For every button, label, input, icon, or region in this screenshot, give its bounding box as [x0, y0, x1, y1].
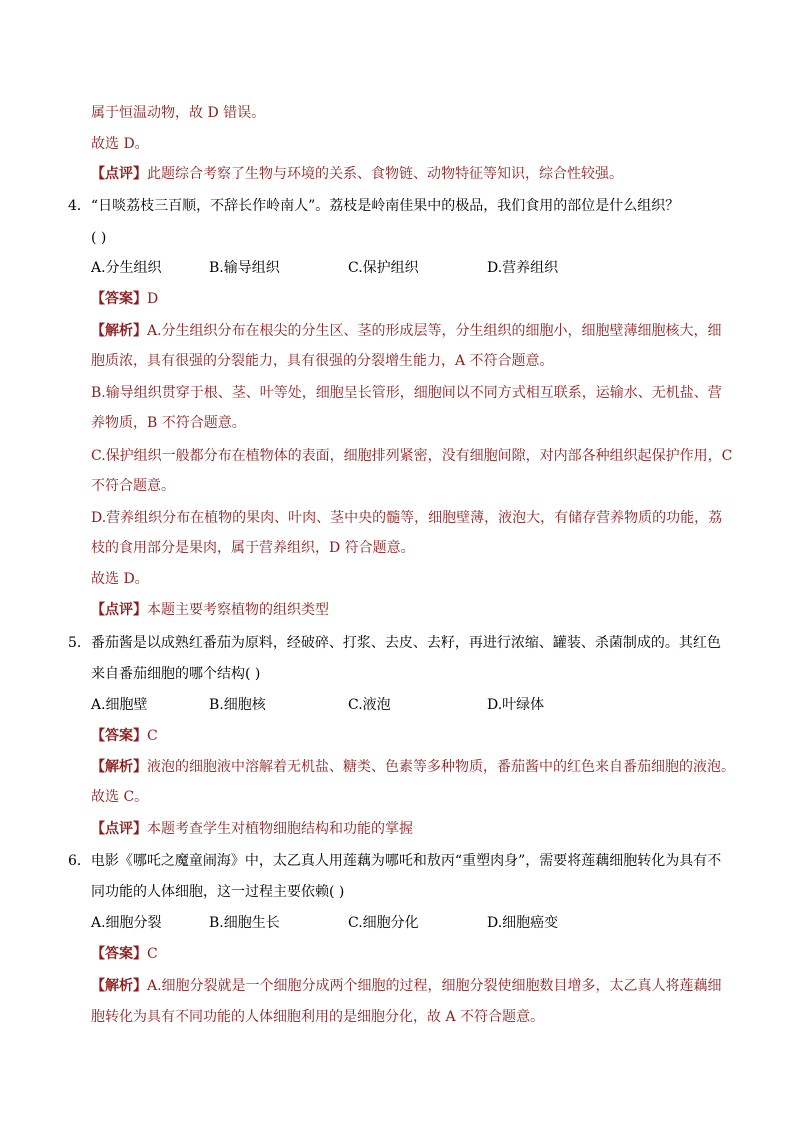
- comment-tag: 【点评】: [91, 602, 147, 618]
- analysis-tag: 【解析】: [91, 759, 147, 775]
- analysis-line: [91, 976, 722, 996]
- text-line: 故选 D。: [91, 136, 149, 152]
- analysis-line: 胞质浓，具有很强的分裂能力，具有很强的分裂增生能力，A 不符合题意。: [91, 353, 554, 369]
- question-text: 电影《哪吒之魔童闹海》中，太乙真人用莲藕为哪吒和敖丙“重塑肉身”，需要将莲藕细胞转化为具有不: [90, 853, 722, 869]
- answer-value: C: [147, 728, 158, 744]
- question-text: 番茄酱是以成熟红番茄为原料，经破碎、打浆、去皮、去籽，再进行浓缩、罐装、杀菌制成的。其红色: [90, 635, 721, 651]
- comment-text: 本题主要考察植物的组织类型: [147, 602, 329, 618]
- comment-line: [91, 600, 329, 620]
- analysis-line: 胞转化为具有不同功能的人体细胞利用的是细胞分化，故 A 不符合题意。: [91, 1009, 545, 1025]
- option-b: B.输导组织: [209, 260, 280, 276]
- answer-tag: 【答案】: [91, 728, 147, 744]
- comment-tag: 【点评】: [91, 821, 147, 837]
- option-d: D.细胞癌变: [487, 915, 559, 931]
- option-c: C.液泡: [348, 697, 391, 713]
- option-a: A.细胞壁: [91, 697, 148, 713]
- question-number: 6．: [68, 853, 91, 869]
- option-d: D.营养组织: [487, 260, 559, 276]
- comment-tag: 【点评】: [91, 166, 147, 182]
- analysis-tag: 【解析】: [91, 978, 147, 994]
- question-6-stem: [68, 851, 721, 871]
- question-4-stem: [68, 196, 679, 216]
- comment-text: 本题考查学生对植物细胞结构和功能的掌握: [147, 821, 413, 837]
- analysis-tag: 【解析】: [91, 323, 147, 339]
- answer-line: [91, 289, 158, 309]
- question-6-stem-cont: 同功能的人体细胞，这一过程主要依赖( ): [91, 884, 345, 900]
- analysis-text: 液泡的细胞液中溶解着无机盐、糖类、色素等多种物质，番茄酱中的红色来自番茄细胞的液泡。: [147, 759, 735, 775]
- analysis-line: D.营养组织分布在植物的果肉、叶肉、茎中央的髓等，细胞壁薄，液泡大，有储存营养物质的功能，荔: [91, 510, 723, 526]
- analysis-text: A.细胞分裂就是一个细胞分成两个细胞的过程，细胞分裂使细胞数目增多，太乙真人将莲藕细: [147, 978, 722, 994]
- answer-value: D: [147, 291, 159, 307]
- answer-line: [91, 726, 158, 746]
- question-number: 5．: [68, 635, 91, 651]
- question-text: “日啖荔枝三百顺，不辞长作岭南人”。荔枝是岭南佳果中的极品，我们食用的部位是什么组织？: [90, 198, 680, 214]
- comment-line: [91, 164, 623, 184]
- answer-value: C: [147, 946, 158, 962]
- analysis-line: C.保护组织一般都分布在植物体的表面，细胞排列紧密，没有细胞间隙，对内部各种组织起保护作用，C: [91, 448, 733, 464]
- question-5-stem: [68, 633, 721, 653]
- analysis-line: 不符合题意。: [91, 478, 175, 494]
- analysis-line: [91, 321, 722, 341]
- comment-text: 此题综合考察了生物与环境的关系、食物链、动物特征等知识，综合性较强。: [147, 166, 623, 182]
- analysis-text: A.分生组织分布在根尖的分生区、茎的形成层等，分生组织的细胞小，细胞壁薄细胞核大，细: [147, 323, 722, 339]
- answer-tag: 【答案】: [91, 291, 147, 307]
- option-a: A.细胞分裂: [91, 915, 162, 931]
- option-a: A.分生组织: [91, 260, 162, 276]
- answer-line: [91, 944, 158, 964]
- analysis-line: B.输导组织贯穿于根、茎、叶等处，细胞呈长管形，细胞间以不同方式相互联系，运输水、无机盐、营: [91, 385, 722, 401]
- analysis-line: 枝的食用部分是果肉，属于营养组织，D 符合题意。: [91, 540, 415, 556]
- question-4-stem-cont: ( ): [91, 230, 107, 246]
- text-line: 属于恒温动物，故 D 错误。: [91, 105, 266, 121]
- option-c: C.细胞分化: [348, 915, 419, 931]
- answer-tag: 【答案】: [91, 946, 147, 962]
- analysis-line: 故选 D。: [91, 571, 149, 587]
- option-c: C.保护组织: [348, 260, 419, 276]
- option-b: B.细胞生长: [209, 915, 280, 931]
- option-d: D.叶绿体: [487, 697, 545, 713]
- analysis-line: [91, 757, 735, 777]
- comment-line: [91, 819, 413, 839]
- analysis-line: 养物质，B 不符合题意。: [91, 415, 246, 431]
- question-number: 4．: [68, 198, 91, 214]
- option-b: B.细胞核: [209, 697, 266, 713]
- analysis-line: 故选 C。: [91, 789, 149, 805]
- question-5-stem-cont: 来自番茄细胞的哪个结构( ): [91, 666, 261, 682]
